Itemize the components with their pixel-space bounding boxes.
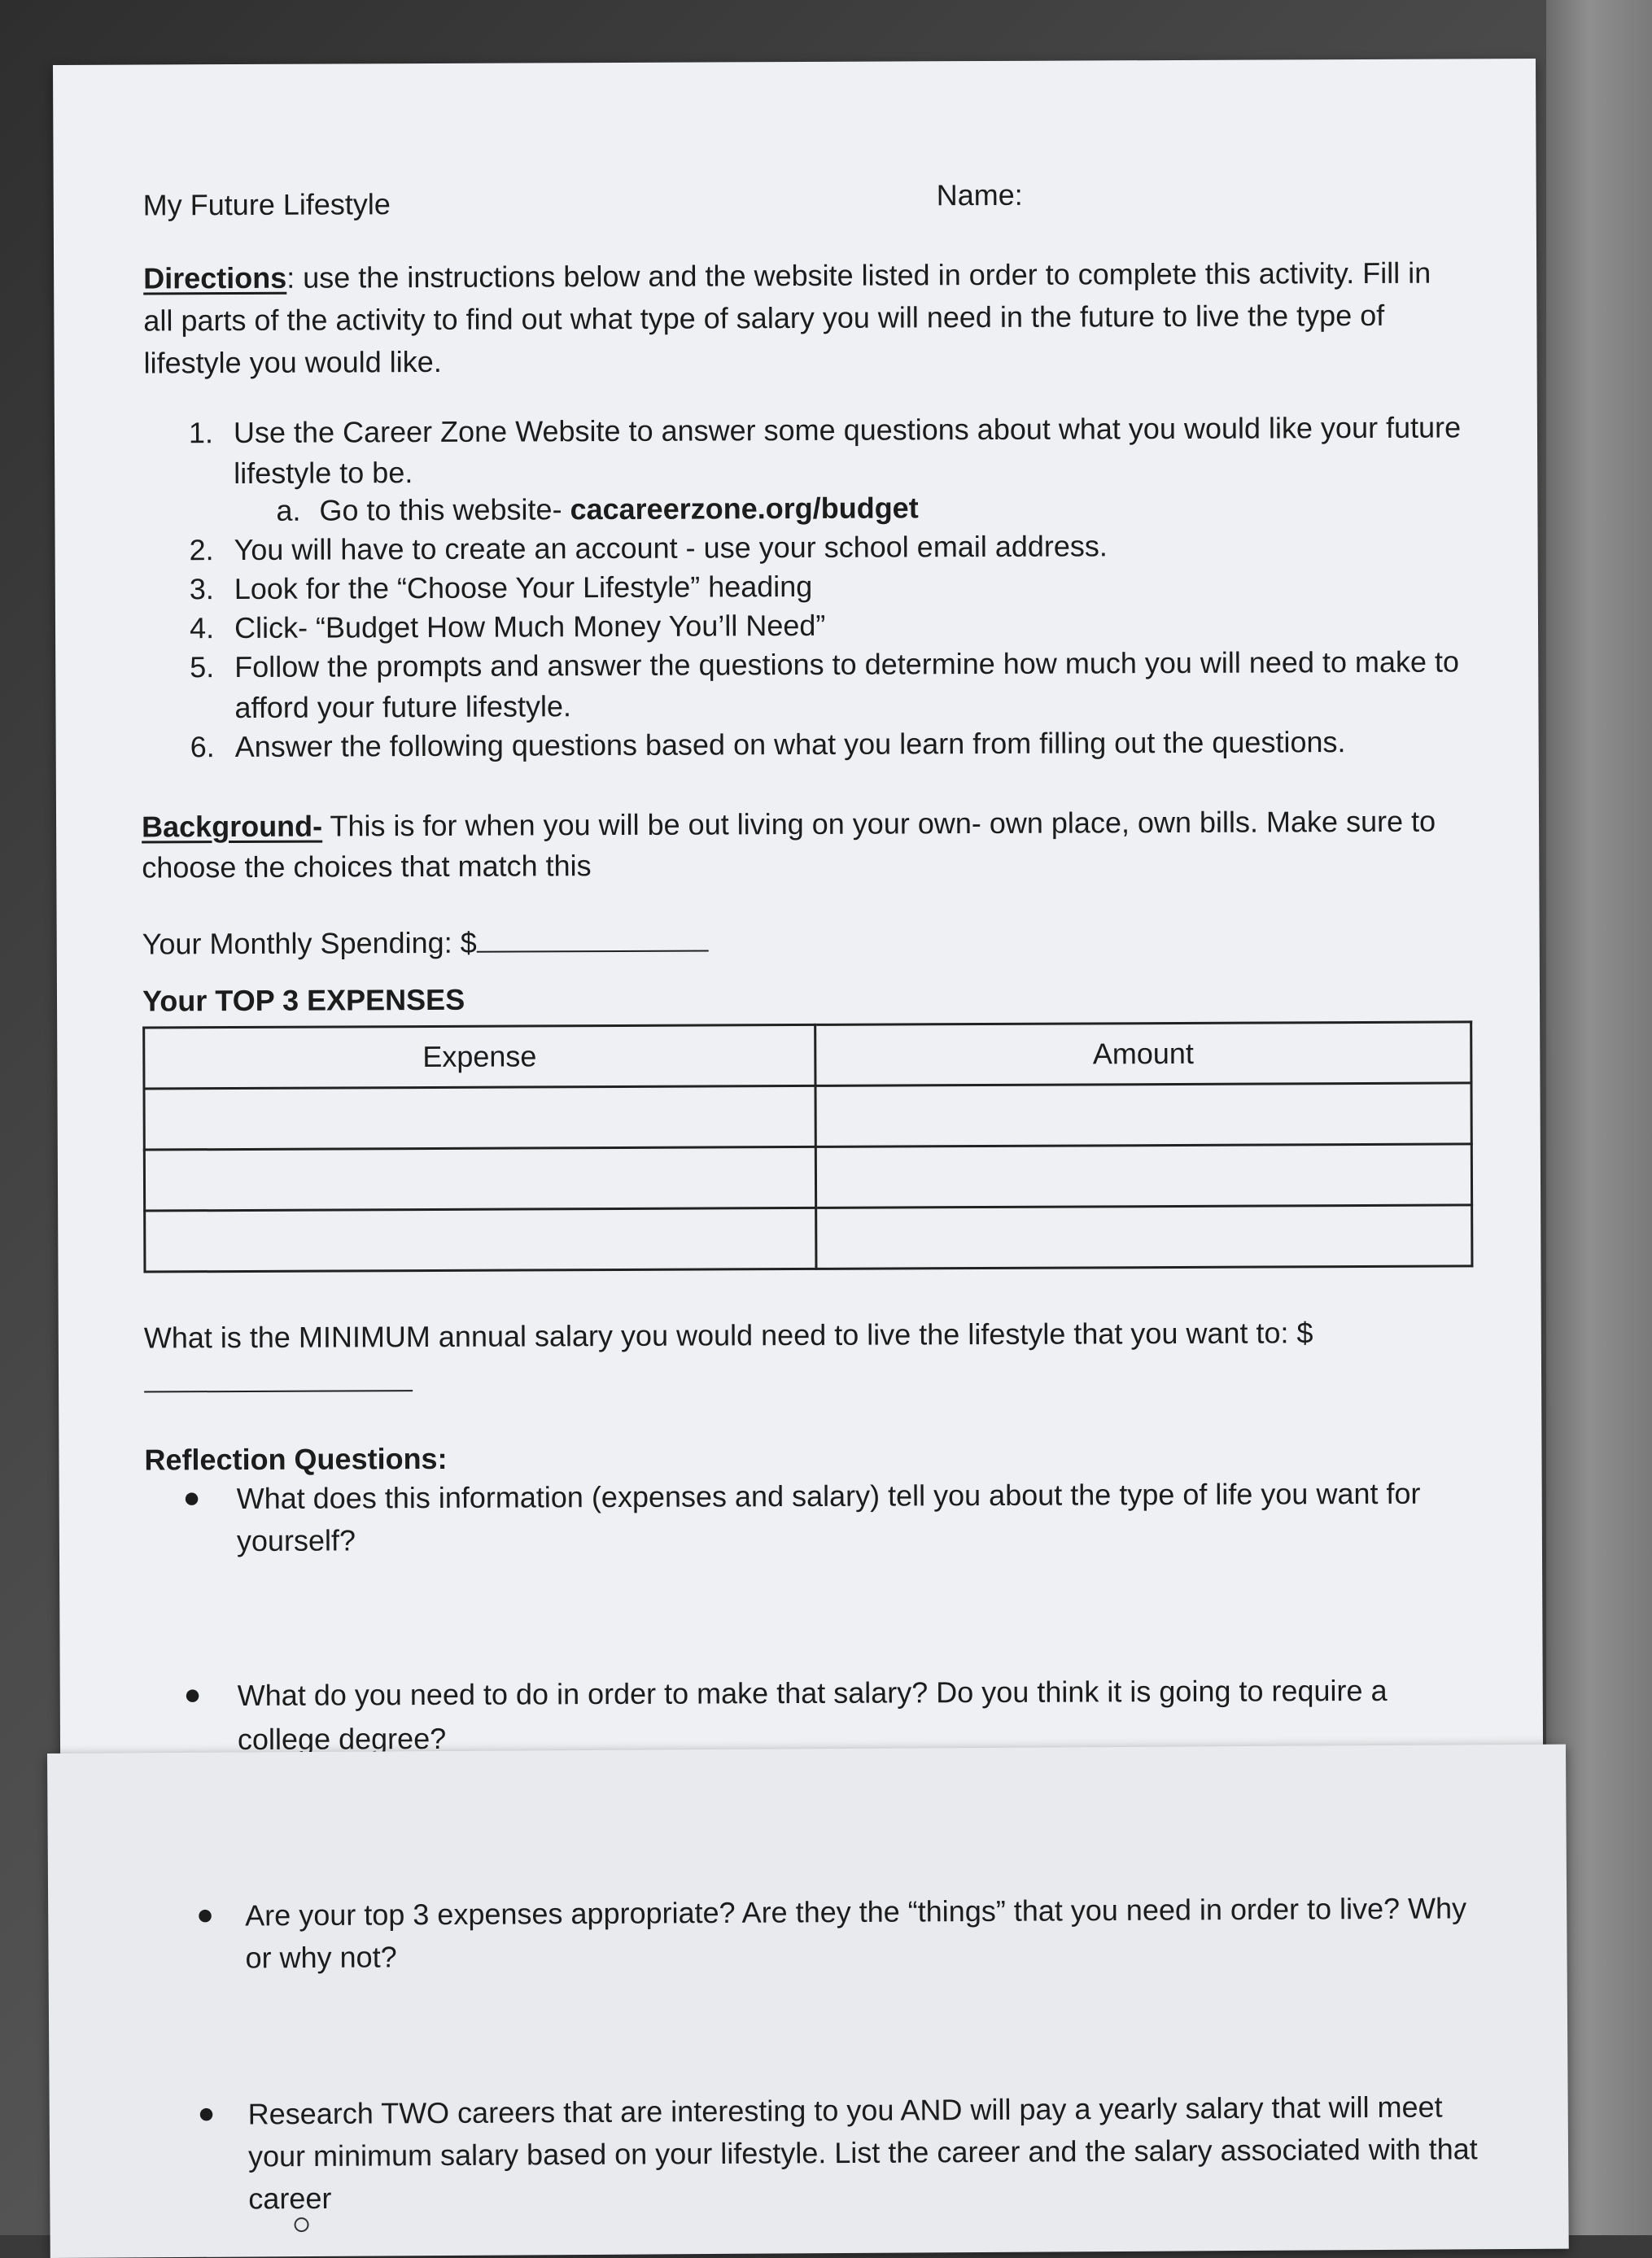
step-5-line-1: Follow the prompts and answer the questions to determine how much you will need to make to: [234, 644, 1460, 684]
worksheet-title: My Future Lifestyle: [142, 187, 391, 222]
step-number: 3.: [189, 572, 214, 606]
step-3-text: Look for the “Choose Your Lifestyle” heading: [234, 569, 813, 606]
step-1-line-1: Use the Career Zone Website to answer some questions about what you would like your future: [233, 410, 1462, 450]
step-number: 2.: [189, 533, 214, 567]
reflection-q3-line-1: Are your top 3 expenses appropriate? Are they the “things” that you need in order to live? Why: [245, 1891, 1467, 1933]
bullet-icon: ●: [183, 1677, 202, 1711]
reflection-q2-line-1: What do you need to do in order to make that salary? Do you think it is going to require a: [237, 1673, 1388, 1713]
table-row: [144, 1083, 1471, 1150]
website-link[interactable]: cacareerzone.org/budget: [570, 491, 919, 526]
background-line-2: choose the choices that match this: [142, 849, 592, 884]
step-number: 5.: [190, 650, 215, 684]
step-1a-prefix: Go to this website-: [319, 492, 570, 527]
minimum-salary-blank[interactable]: [144, 1365, 413, 1392]
background-label: Background-: [141, 809, 323, 844]
table-row: [145, 1205, 1472, 1272]
step-number: 1.: [188, 416, 214, 450]
worksheet-page-1: [53, 59, 1543, 1790]
bullet-icon: ●: [182, 1480, 201, 1514]
step-4-text: Click- “Budget How Much Money You’ll Need”: [234, 608, 826, 645]
step-2-text: You will have to create an account - use your school email address.: [234, 529, 1108, 567]
step-number: 4.: [189, 611, 215, 645]
directions-line-3: lifestyle you would like.: [143, 344, 442, 380]
table-header-row: [144, 1022, 1471, 1089]
reflection-q1-line-1: What does this information (expenses and salary) tell you about the type of life you want for: [236, 1476, 1421, 1516]
reflection-q2-line-2: college degree?: [237, 1721, 447, 1757]
monthly-spending-label: Your Monthly Spending: $: [142, 925, 477, 961]
reflection-q3-line-2: or why not?: [245, 1940, 397, 1975]
amount-cell[interactable]: [815, 1144, 1471, 1208]
expense-cell[interactable]: [144, 1146, 815, 1211]
amount-cell[interactable]: [816, 1205, 1472, 1269]
name-label: Name:: [936, 177, 1023, 212]
background-text: This is for when you will be out living on your own- own place, own bills. Make sure to: [322, 804, 1436, 843]
expense-cell[interactable]: [144, 1085, 815, 1150]
reflection-q4-line-1: Research TWO careers that are interesting to you AND will pay a yearly salary that will meet: [247, 2090, 1443, 2131]
expense-cell[interactable]: [145, 1208, 816, 1272]
step-6-text: Answer the following questions based on what you learn from filling out the questions.: [234, 725, 1346, 764]
minimum-salary-question: What is the MINIMUM annual salary you would need to live the lifestyle that you want to: $: [143, 1316, 1313, 1355]
directions-line-2: all parts of the activity to find out what type of salary you will need in the future to live the type of: [143, 298, 1385, 338]
step-1a-text: [319, 487, 918, 531]
directions-line-1: [143, 253, 1431, 299]
monthly-spending-row: [142, 921, 709, 964]
expense-column-header: Expense: [144, 1024, 815, 1089]
amount-cell[interactable]: [815, 1083, 1471, 1147]
reflection-q4-line-3: career: [248, 2181, 332, 2216]
bullet-icon: ●: [196, 1897, 215, 1931]
worksheet-page-2: [47, 1745, 1569, 2258]
directions-label: Directions: [143, 260, 287, 295]
amount-column-header: Amount: [815, 1022, 1471, 1086]
expenses-table: [142, 1020, 1473, 1273]
directions-text: : use the instructions below and the website listed in order to complete this activity. Fill in: [286, 255, 1431, 295]
bullet-icon: ●: [197, 2095, 216, 2129]
reflection-q4-line-2: your minimum salary based on your lifestyle. List the career and the salary associated with that: [247, 2132, 1478, 2173]
monthly-spending-blank[interactable]: [477, 925, 709, 952]
reflection-q1-line-2: yourself?: [236, 1523, 356, 1558]
sub-bullet-circle-icon: [294, 2217, 308, 2232]
step-number: 6.: [190, 730, 215, 764]
table-row: [144, 1144, 1471, 1211]
expenses-title: Your TOP 3 EXPENSES: [142, 982, 465, 1018]
reflection-title: Reflection Questions:: [144, 1441, 448, 1477]
step-1-line-2: lifestyle to be.: [234, 456, 413, 491]
background-line-1: [142, 801, 1436, 848]
step-5-line-2: afford your future lifestyle.: [234, 689, 572, 725]
step-letter: a.: [276, 493, 301, 527]
